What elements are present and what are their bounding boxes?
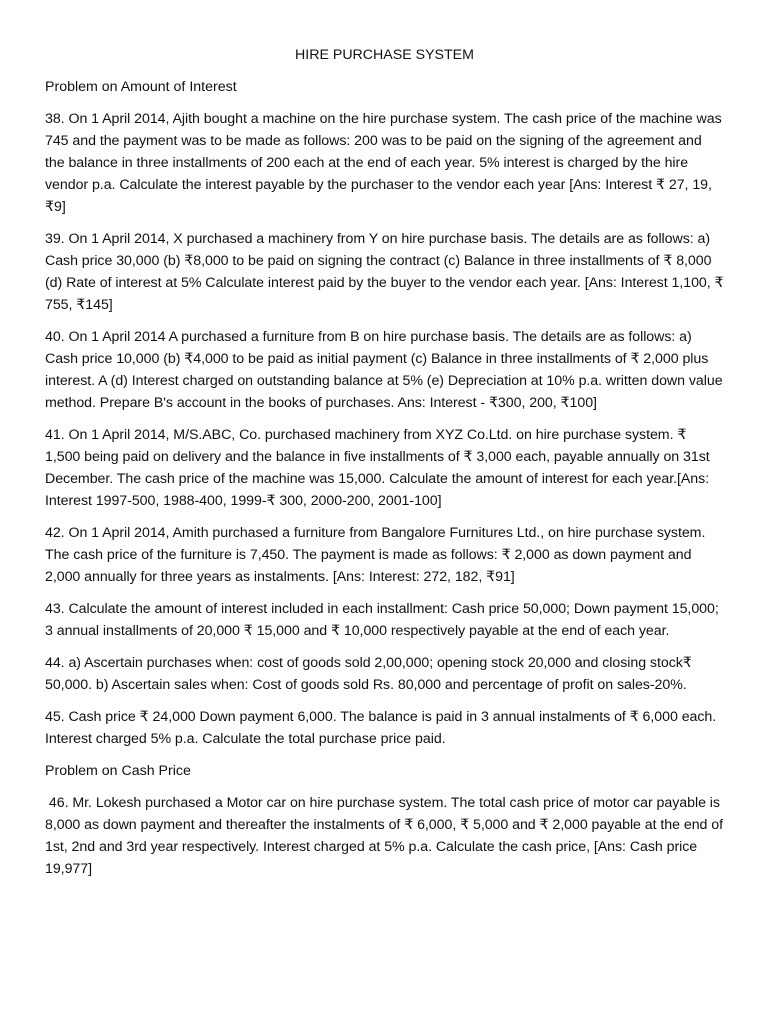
problem-43: 43. Calculate the amount of interest included in each installment: Cash price 50,000; Down payment 15,000; 3 annual installments of 20,000 ₹ 15,000 and ₹ 10,000 respectively payable at the end of each year. — [45, 601, 719, 639]
problem-39: 39. On 1 April 2014, X purchased a machinery from Y on hire purchase basis. The details are as follows: a) Cash price 30,000 (b) ₹8,000 to be paid on signing the contract (c) Balance in three installments of ₹ 8,000 (d) Rate of interest at 5% Calculate interest paid by the buyer to the vendor each year. [Ans: Interest 1,100, ₹ 755, ₹145] — [45, 231, 724, 313]
problem-46: 46. Mr. Lokesh purchased a Motor car on hire purchase system. The total cash price of motor car payable is 8,000 as down payment and thereafter the instalments of ₹ 6,000, ₹ 5,000 and ₹ 2,000 payable at the end of 1st, 2nd and 3rd year respectively. Interest charged at 5% p.a. Calculate the cash price, [Ans: Cash price 19,977] — [45, 795, 727, 877]
section-heading-interest: Problem on Amount of Interest — [45, 79, 237, 95]
section-heading-cash-price: Problem on Cash Price — [45, 763, 191, 779]
problem-45: 45. Cash price ₹ 24,000 Down payment 6,000. The balance is paid in 3 annual instalments of ₹ 6,000 each. Interest charged 5% p.a. Calculate the total purchase price paid. — [45, 709, 717, 747]
problem-40: 40. On 1 April 2014 A purchased a furniture from B on hire purchase basis. The details are as follows: a) Cash price 10,000 (b) ₹4,000 to be paid as initial payment (c) Balance in three installments of ₹ 2,000 plus interest. A (d) Interest charged on outstanding balance at 5% (e) Depreciation at 10% p.a. written down value method. Prepare B's account in the books of purchases. Ans: Interest - ₹300, 200, ₹100] — [45, 329, 723, 411]
problem-41: 41. On 1 April 2014, M/S.ABC, Co. purchased machinery from XYZ Co.Ltd. on hire purchase system. ₹ 1,500 being paid on delivery and the balance in five installments of ₹ 3,000 each, payable annually on 31st December. The cash price of the machine was 15,000. Calculate the amount of interest for each year.[Ans: Interest 1997-500, 1988-400, 1999-₹ 300, 2000-200, 2001-100] — [45, 427, 710, 509]
document-title: HIRE PURCHASE SYSTEM — [295, 47, 474, 63]
problem-42: 42. On 1 April 2014, Amith purchased a furniture from Bangalore Furnitures Ltd., on hire purchase system. The cash price of the furniture is 7,450. The payment is made as follows: ₹ 2,000 as down payment and 2,000 annually for three years as instalments. [Ans: Interest: 272, 182, ₹91] — [45, 525, 706, 585]
problem-44: 44. a) Ascertain purchases when: cost of goods sold 2,00,000; opening stock 20,000 and closing stock₹ 50,000. b) Ascertain sales when: Cost of goods sold Rs. 80,000 and percentage of profit on sales-20%. — [45, 655, 692, 693]
problem-38: 38. On 1 April 2014, Ajith bought a machine on the hire purchase system. The cash price of the machine was 745 and the payment was to be made as follows: 200 was to be paid on the signing of the agreement and the balance in three installments of 200 each at the end of each year. 5% interest is charged by the hire vendor p.a. Calculate the interest payable by the purchaser to the vendor each year [Ans: Interest ₹ 27, 19, ₹9] — [45, 111, 722, 215]
